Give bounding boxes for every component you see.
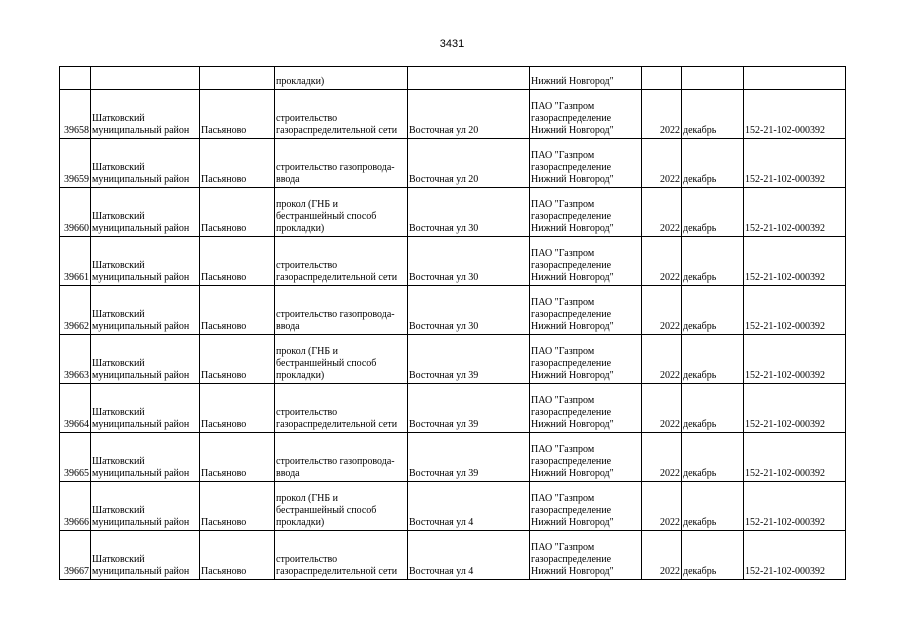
cell-month: декабрь (682, 286, 744, 335)
cell-year: 2022 (642, 335, 682, 384)
cell-month: декабрь (682, 139, 744, 188)
cell-address (408, 67, 530, 90)
cell-district: Шатковский муниципальный район (91, 335, 200, 384)
cell-num: 39660 (60, 188, 91, 237)
cell-address: Восточная ул 4 (408, 531, 530, 580)
cell-owner: Нижний Новгород" (530, 67, 642, 90)
cell-year: 2022 (642, 90, 682, 139)
cell-num (60, 67, 91, 90)
cell-code: 152-21-102-000392 (744, 237, 846, 286)
table-row (60, 237, 846, 286)
cell-district: Шатковский муниципальный район (91, 531, 200, 580)
cell-num: 39666 (60, 482, 91, 531)
cell-settlement: Пасьяново (200, 433, 275, 482)
cell-year: 2022 (642, 482, 682, 531)
cell-owner: ПАО "Газпром газораспределение Нижний Новгород" (530, 188, 642, 237)
cell-num: 39663 (60, 335, 91, 384)
registry-table (59, 66, 846, 580)
cell-code: 152-21-102-000392 (744, 433, 846, 482)
table-row (60, 286, 846, 335)
table-row (60, 531, 846, 580)
cell-address: Восточная ул 30 (408, 237, 530, 286)
cell-district: Шатковский муниципальный район (91, 237, 200, 286)
cell-num: 39667 (60, 531, 91, 580)
cell-year: 2022 (642, 237, 682, 286)
table-row (60, 384, 846, 433)
cell-year: 2022 (642, 384, 682, 433)
cell-owner: ПАО "Газпром газораспределение Нижний Новгород" (530, 286, 642, 335)
cell-settlement: Пасьяново (200, 286, 275, 335)
cell-num: 39659 (60, 139, 91, 188)
cell-num: 39661 (60, 237, 91, 286)
cell-year (642, 67, 682, 90)
cell-work-type: строительство газораспределительной сети (275, 384, 408, 433)
cell-owner: ПАО "Газпром газораспределение Нижний Новгород" (530, 531, 642, 580)
cell-code: 152-21-102-000392 (744, 531, 846, 580)
cell-address: Восточная ул 4 (408, 482, 530, 531)
cell-settlement: Пасьяново (200, 531, 275, 580)
cell-code: 152-21-102-000392 (744, 188, 846, 237)
cell-code: 152-21-102-000392 (744, 139, 846, 188)
cell-code: 152-21-102-000392 (744, 482, 846, 531)
cell-month: декабрь (682, 188, 744, 237)
cell-district: Шатковский муниципальный район (91, 384, 200, 433)
cell-owner: ПАО "Газпром газораспределение Нижний Новгород" (530, 384, 642, 433)
table-row-partial (60, 67, 846, 90)
table-row (60, 188, 846, 237)
table-row (60, 139, 846, 188)
cell-num: 39664 (60, 384, 91, 433)
table-row (60, 482, 846, 531)
cell-code: 152-21-102-000392 (744, 286, 846, 335)
cell-owner: ПАО "Газпром газораспределение Нижний Новгород" (530, 237, 642, 286)
cell-district: Шатковский муниципальный район (91, 188, 200, 237)
cell-settlement: Пасьяново (200, 237, 275, 286)
cell-month: декабрь (682, 531, 744, 580)
cell-district: Шатковский муниципальный район (91, 482, 200, 531)
cell-code (744, 67, 846, 90)
cell-address: Восточная ул 20 (408, 90, 530, 139)
cell-month: декабрь (682, 433, 744, 482)
cell-work-type: строительство газопровода-ввода (275, 433, 408, 482)
cell-district: Шатковский муниципальный район (91, 433, 200, 482)
cell-num: 39658 (60, 90, 91, 139)
table-row (60, 433, 846, 482)
page-number: 3431 (439, 38, 465, 50)
cell-work-type: строительство газораспределительной сети (275, 90, 408, 139)
cell-month: декабрь (682, 237, 744, 286)
table-row (60, 335, 846, 384)
cell-address: Восточная ул 30 (408, 286, 530, 335)
cell-month (682, 67, 744, 90)
cell-year: 2022 (642, 286, 682, 335)
cell-settlement: Пасьяново (200, 335, 275, 384)
cell-address: Восточная ул 39 (408, 335, 530, 384)
cell-work-type: прокладки) (275, 67, 408, 90)
cell-settlement: Пасьяново (200, 188, 275, 237)
cell-address: Восточная ул 39 (408, 384, 530, 433)
cell-settlement: Пасьяново (200, 90, 275, 139)
cell-settlement: Пасьяново (200, 482, 275, 531)
cell-owner: ПАО "Газпром газораспределение Нижний Новгород" (530, 139, 642, 188)
cell-work-type: прокол (ГНБ и бестраншейный способ прокладки) (275, 188, 408, 237)
cell-year: 2022 (642, 531, 682, 580)
cell-year: 2022 (642, 188, 682, 237)
cell-settlement: Пасьяново (200, 384, 275, 433)
cell-num: 39662 (60, 286, 91, 335)
cell-address: Восточная ул 39 (408, 433, 530, 482)
cell-district: Шатковский муниципальный район (91, 90, 200, 139)
cell-owner: ПАО "Газпром газораспределение Нижний Новгород" (530, 335, 642, 384)
cell-year: 2022 (642, 139, 682, 188)
cell-work-type: строительство газораспределительной сети (275, 531, 408, 580)
cell-year: 2022 (642, 433, 682, 482)
cell-owner: ПАО "Газпром газораспределение Нижний Новгород" (530, 90, 642, 139)
cell-district: Шатковский муниципальный район (91, 286, 200, 335)
cell-settlement: Пасьяново (200, 139, 275, 188)
cell-code: 152-21-102-000392 (744, 384, 846, 433)
cell-owner: ПАО "Газпром газораспределение Нижний Новгород" (530, 433, 642, 482)
cell-work-type: прокол (ГНБ и бестраншейный способ прокладки) (275, 335, 408, 384)
cell-month: декабрь (682, 482, 744, 531)
cell-settlement (200, 67, 275, 90)
cell-address: Восточная ул 20 (408, 139, 530, 188)
cell-work-type: строительство газопровода-ввода (275, 139, 408, 188)
cell-month: декабрь (682, 335, 744, 384)
cell-num: 39665 (60, 433, 91, 482)
cell-month: декабрь (682, 384, 744, 433)
cell-month: декабрь (682, 90, 744, 139)
cell-address: Восточная ул 30 (408, 188, 530, 237)
cell-code: 152-21-102-000392 (744, 335, 846, 384)
cell-district: Шатковский муниципальный район (91, 139, 200, 188)
cell-code: 152-21-102-000392 (744, 90, 846, 139)
cell-district (91, 67, 200, 90)
cell-work-type: строительство газораспределительной сети (275, 237, 408, 286)
cell-work-type: строительство газопровода-ввода (275, 286, 408, 335)
cell-work-type: прокол (ГНБ и бестраншейный способ прокладки) (275, 482, 408, 531)
cell-owner: ПАО "Газпром газораспределение Нижний Новгород" (530, 482, 642, 531)
table-row (60, 90, 846, 139)
